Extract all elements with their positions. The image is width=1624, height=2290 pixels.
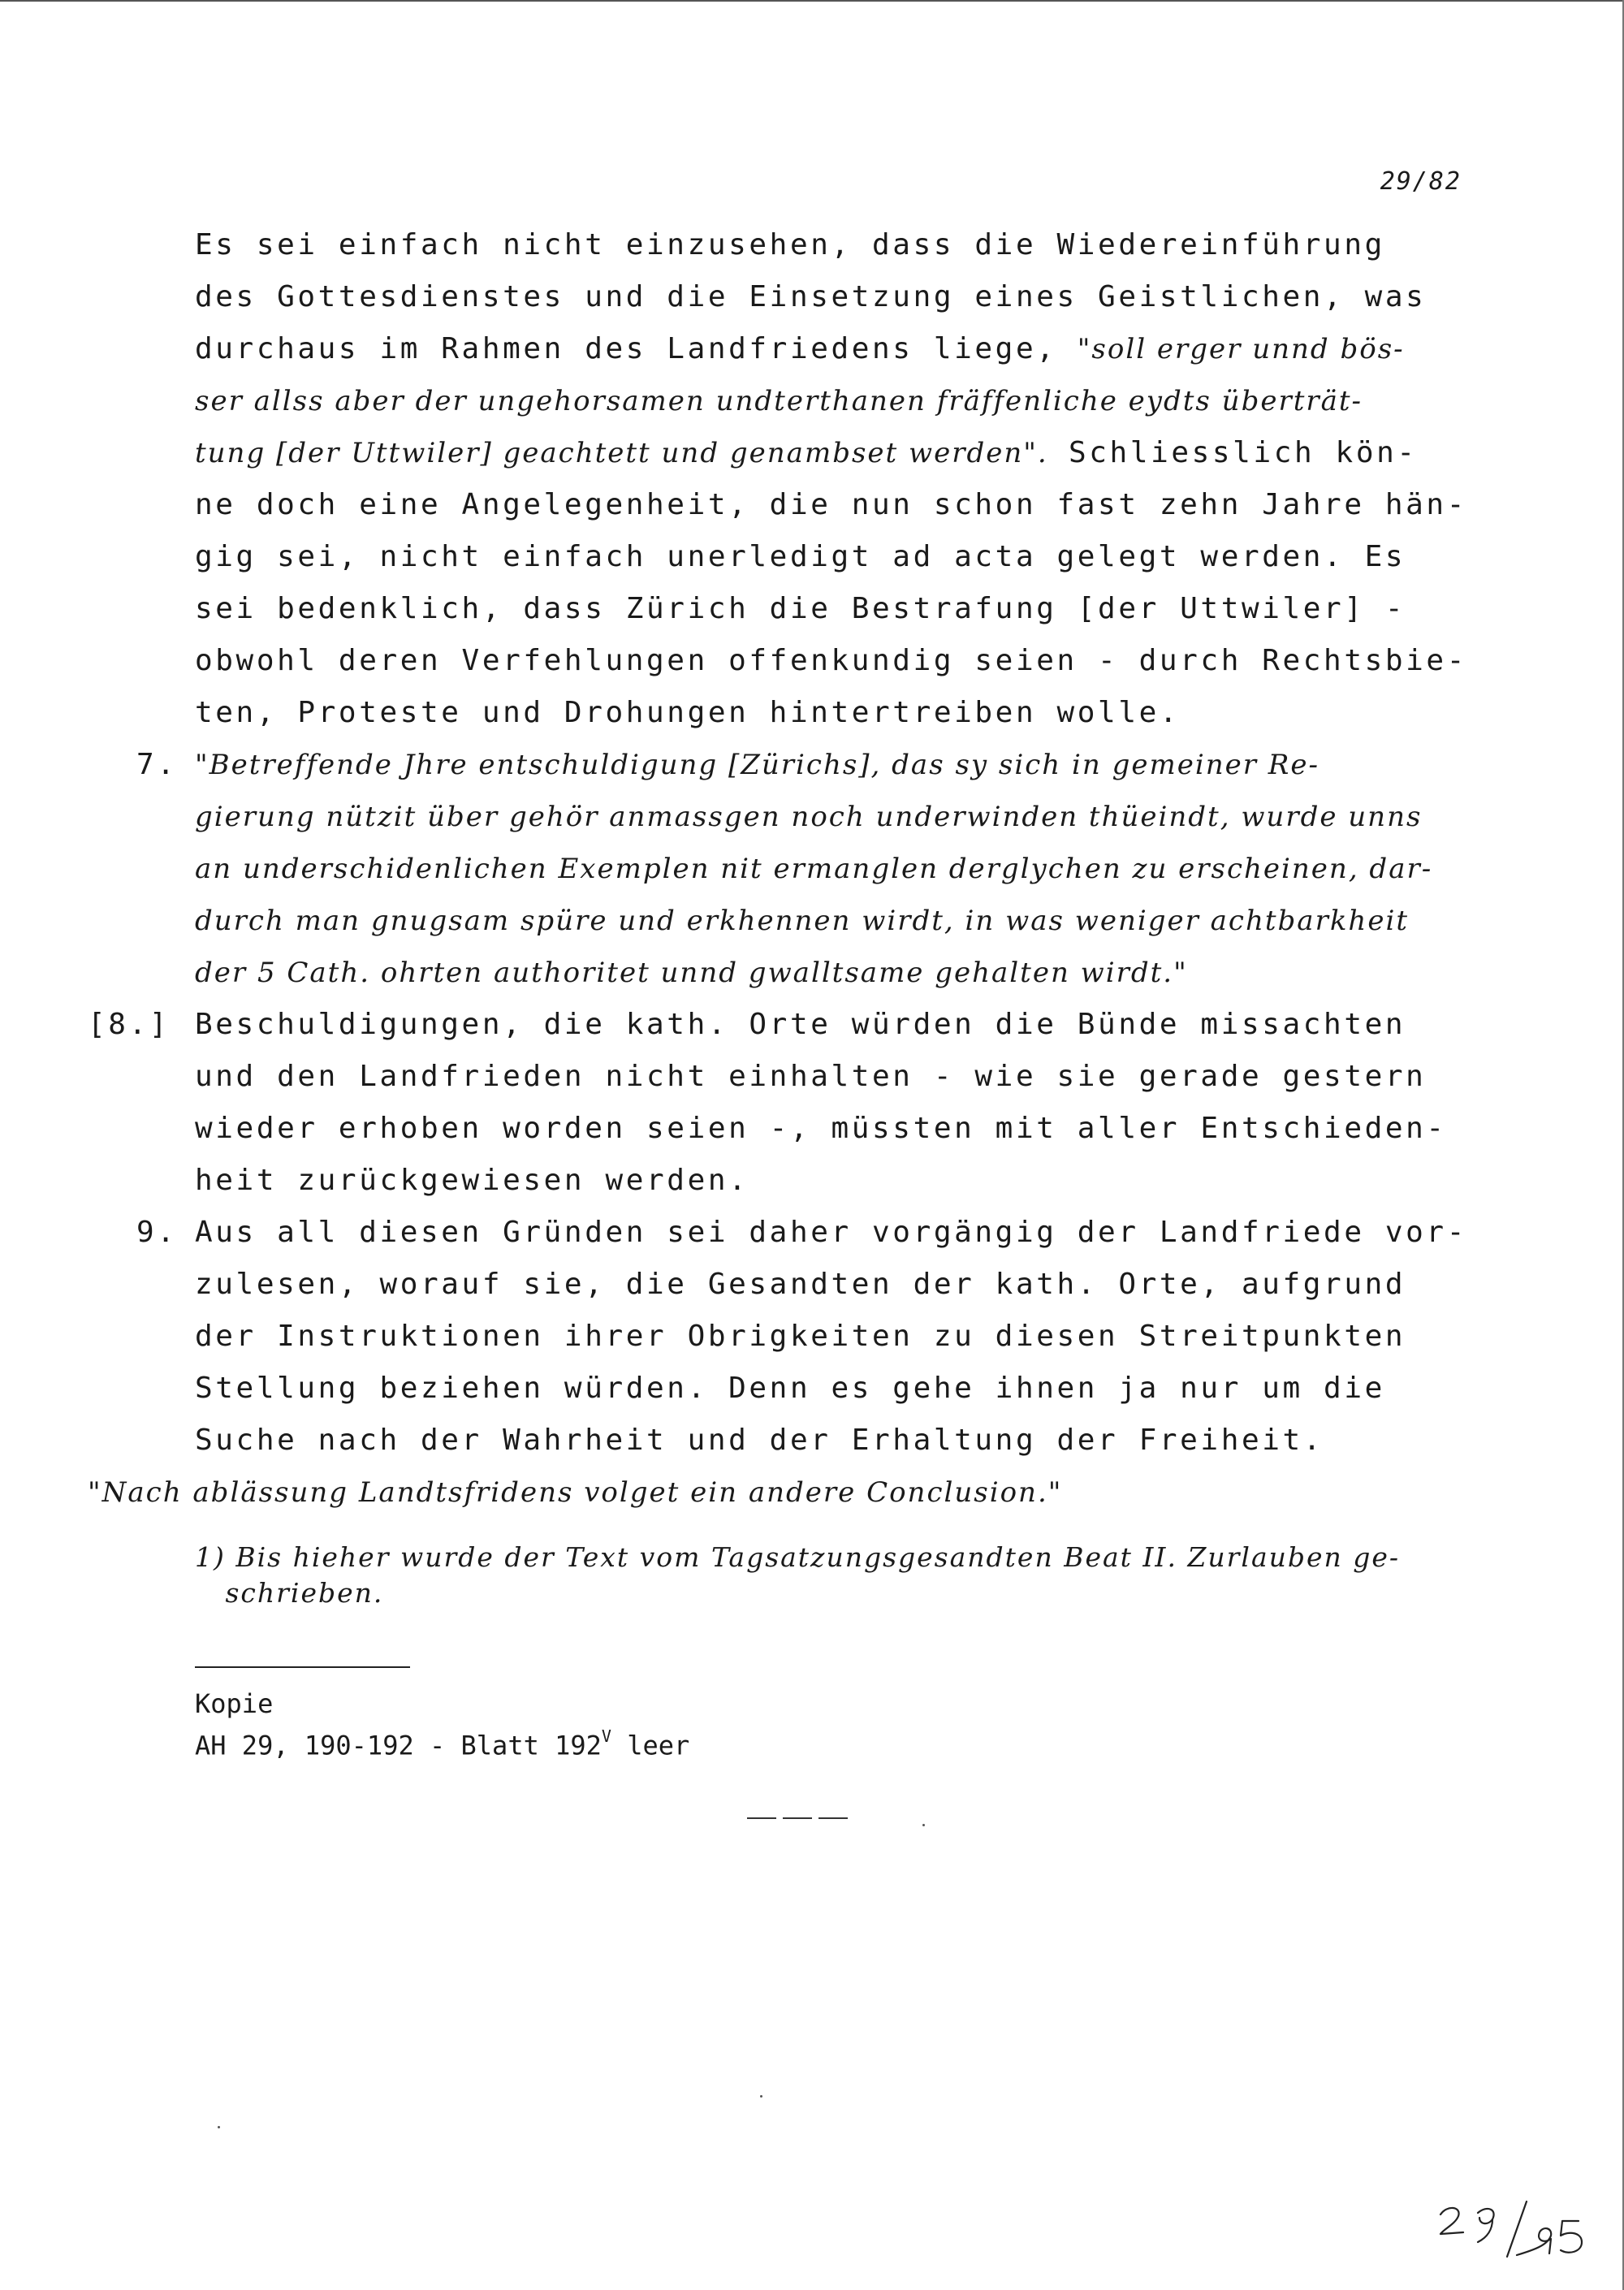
text-line (136, 739, 1478, 791)
text-line (195, 635, 1478, 687)
page-number: 29/82 (1380, 167, 1462, 196)
quoted-text: "soll erger unnd bös- (1077, 333, 1405, 365)
quoted-text: der 5 Cath. ohrten authoritet unnd gwalltsame gehalten wirdt." (195, 957, 1188, 989)
quoted-text: "Nach ablässung Landtsfridens volget ein andere Conclusion." (88, 1476, 1063, 1509)
source-line (195, 1722, 689, 1764)
body-text-segment: gig sei, nicht einfach unerledigt ad acta gelegt werden. Es (195, 540, 1406, 573)
text-line (195, 895, 1478, 947)
scan-speck (218, 2126, 220, 2128)
body-text-segment: obwohl deren Verfehlungen offenkundig seien - durch Rechtsbie- (195, 644, 1467, 677)
quoted-text: durch man gnugsam spüre und erkhennen wirdt, in was weniger achtbarkheit (195, 905, 1409, 937)
separator-rule (195, 1666, 410, 1668)
quoted-text: an underschidenlichen Exemplen nit ermanglen derglychen zu erscheinen, dar- (195, 853, 1433, 885)
text-line (195, 791, 1478, 843)
quoted-text: gierung nützit über gehör anmassgen noch underwinden thüeindt, wurde unns (195, 801, 1423, 833)
body-text-segment: Schliesslich kön- (1047, 436, 1418, 469)
text-line (195, 1415, 1478, 1467)
body-text-segment: ten, Proteste und Drohungen hintertreiben wolle. (195, 696, 1181, 729)
body-text-segment: Beschuldigungen, die kath. Orte würden die Bünde missachten (195, 1008, 1406, 1041)
text-line (195, 947, 1478, 999)
body-text-segment: ne doch eine Angelegenheit, die nun schon fast zehn Jahre hän- (195, 488, 1467, 521)
quoted-text: ser allss aber der ungehorsamen undterthanen fräffenliche eydts überträt- (195, 385, 1363, 417)
body-text-segment: durchaus im Rahmen des Landfriedens liege, (195, 332, 1078, 365)
text-line (195, 479, 1478, 531)
text-line (195, 1051, 1478, 1103)
source-reference (195, 1686, 689, 1764)
text-line (88, 999, 1478, 1051)
quoted-text: "Betreffende Jhre entschuldigung [Zürichs], das sy sich in gemeiner Re- (195, 749, 1320, 781)
footnote (195, 1540, 1494, 1611)
quoted-text: tung [der Uttwiler] geachtett und genambset werden". (195, 437, 1048, 469)
body-text-segment: heit zurückgewiesen werden. (195, 1164, 749, 1197)
text-line (136, 1207, 1478, 1259)
closing-dash (747, 1817, 853, 1819)
text-line (88, 1467, 1478, 1519)
text-line (195, 583, 1478, 635)
text-line (195, 219, 1478, 271)
body-text-segment: des Gottesdienstes und die Einsetzung eines Geistlichen, was (195, 280, 1427, 313)
text-line (195, 531, 1478, 583)
text-line (195, 271, 1478, 323)
text-line (195, 1259, 1478, 1311)
body-text-segment: sei bedenklich, dass Zürich die Bestrafung [der Uttwiler] - (195, 592, 1406, 625)
text-line (195, 1363, 1478, 1415)
source-ref: AH 29, 190-192 - Blatt 192 (195, 1730, 602, 1761)
body-text-segment: zulesen, worauf sie, die Gesandten der kath. Orte, aufgrund (195, 1268, 1406, 1301)
text-line (195, 1311, 1478, 1363)
footnote-line: schrieben. (195, 1577, 384, 1609)
text-line (195, 323, 1478, 375)
body-text-segment: der Instruktionen ihrer Obrigkeiten zu diesen Streitpunkten (195, 1320, 1406, 1353)
source-kind: Kopie (195, 1688, 274, 1719)
body-text-segment: Stellung beziehen würden. Denn es gehe ihnen ja nur um die (195, 1372, 1385, 1405)
scan-speck (922, 1824, 925, 1826)
body-text-segment: Suche nach der Wahrheit und der Erhaltung der Freiheit. (195, 1424, 1324, 1457)
body-text-segment: und den Landfrieden nicht einhalten - wie sie gerade gestern (195, 1060, 1427, 1093)
item-number: 7. (136, 748, 178, 781)
source-superscript: V (601, 1726, 611, 1746)
body-text (88, 219, 1478, 1519)
body-text-segment: wieder erhoben worden seien -, müssten mit aller Entschieden- (195, 1112, 1447, 1145)
footnote-line: 1) Bis hieher wurde der Text vom Tagsatzungsgesandten Beat II. Zurlauben ge- (195, 1541, 1401, 1573)
body-text-segment: Aus all diesen Gründen sei daher vorgängig der Landfriede vor- (195, 1216, 1467, 1249)
text-line (195, 375, 1478, 427)
source-suffix: leer (611, 1730, 690, 1761)
scan-speck (760, 2095, 762, 2098)
text-line (195, 1103, 1478, 1155)
item-number: 9. (136, 1216, 178, 1249)
text-line (195, 1155, 1478, 1207)
text-line (195, 843, 1478, 895)
page-edge-top (0, 0, 1624, 2)
text-line (195, 427, 1478, 479)
text-line (195, 687, 1478, 739)
handwritten-page-number (1429, 2197, 1608, 2262)
item-number: [8.] (88, 1008, 171, 1041)
body-text-segment: Es sei einfach nicht einzusehen, dass die Wiedereinführung (195, 228, 1385, 261)
